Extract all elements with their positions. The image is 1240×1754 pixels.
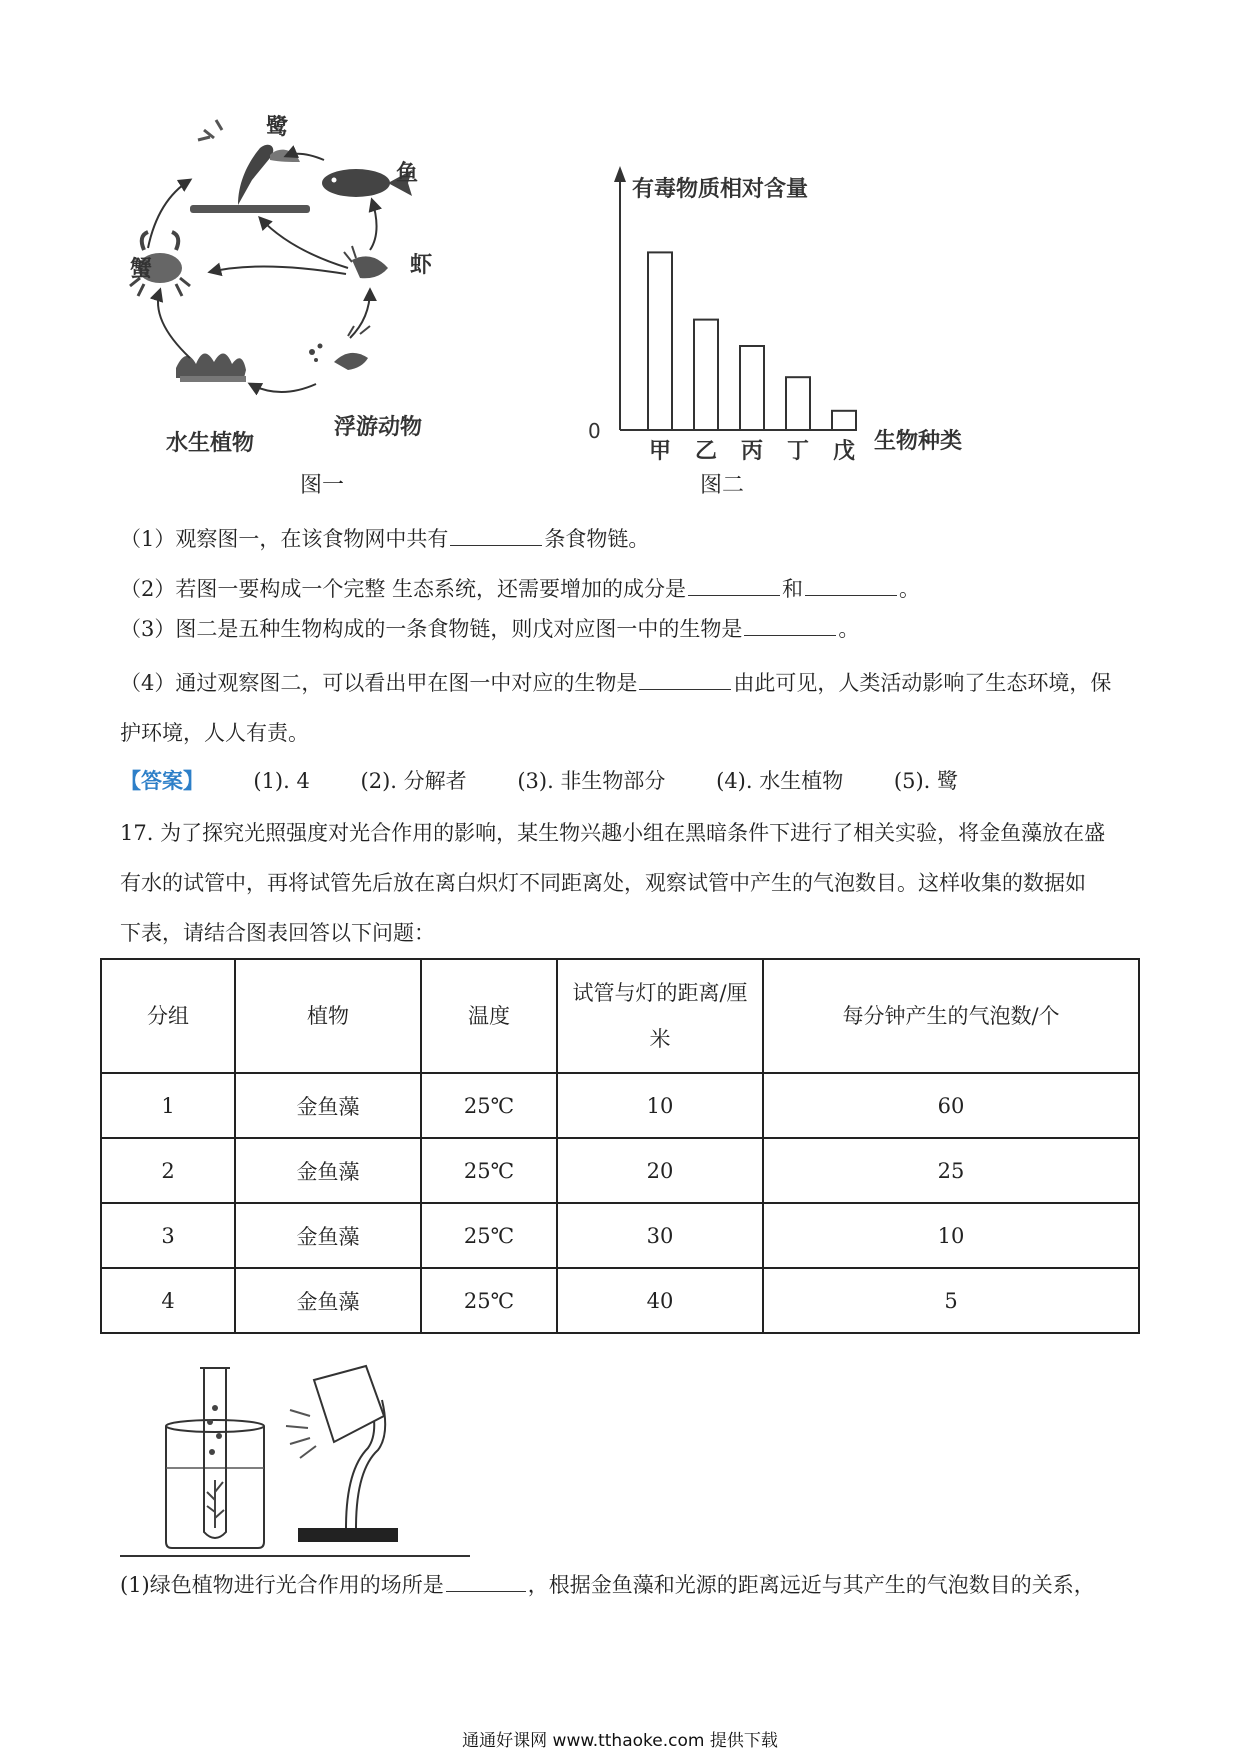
egret-drawing — [190, 120, 310, 213]
x-axis-label: 生物种类 — [874, 429, 963, 454]
bar-3 — [740, 346, 764, 430]
cell-bubbles: 60 — [763, 1073, 1139, 1138]
q17-sub1-text: (1)绿色植物进行光合作用的场所是 — [120, 1573, 444, 1597]
table-row — [101, 1138, 1139, 1203]
label-shrimp: 虾 — [410, 253, 433, 278]
header-distance: 试管与灯的距离/厘米 — [557, 959, 763, 1073]
header-temperature: 温度 — [421, 959, 557, 1073]
aquatic-plant-drawing — [176, 353, 246, 382]
cell-distance: 20 — [557, 1138, 763, 1203]
cell-bubbles: 5 — [763, 1268, 1139, 1333]
answer-blank-17-1[interactable] — [446, 1571, 526, 1592]
y-axis-label: 有毒物质相对含量 — [632, 177, 809, 202]
cell-plant: 金鱼藻 — [235, 1268, 421, 1333]
plankton-drawing — [309, 326, 370, 370]
bar-4 — [786, 377, 810, 430]
answer-item-3: (3). 非生物部分 — [517, 769, 666, 793]
answer-line — [120, 766, 1002, 796]
cell-bubbles: 25 — [763, 1138, 1139, 1203]
experiment-table — [100, 958, 1140, 1334]
food-web-figure — [120, 100, 500, 500]
cell-plant: 金鱼藻 — [235, 1203, 421, 1268]
figure1-caption: 图一 — [300, 473, 345, 498]
table-row — [101, 1203, 1139, 1268]
question-3 — [120, 614, 859, 644]
light-rays-drawing — [286, 1410, 316, 1458]
question-1 — [120, 524, 649, 554]
label-fish: 鱼 — [396, 161, 419, 186]
question-3-end: 。 — [838, 617, 860, 641]
answer-item-5: (5). 鹭 — [893, 769, 959, 793]
cell-temperature: 25℃ — [421, 1203, 557, 1268]
header-group: 分组 — [101, 959, 235, 1073]
answer-blank-2a[interactable] — [688, 575, 780, 596]
experiment-apparatus-figure — [120, 1360, 480, 1560]
answer-item-2: (2). 分解者 — [360, 769, 467, 793]
question-1-text: （1）观察图一，在该食物网中共有 — [120, 527, 449, 551]
answer-item-1: (1). 4 — [253, 769, 310, 793]
bar-1 — [648, 252, 672, 430]
cell-temperature: 25℃ — [421, 1073, 557, 1138]
label-aquatic-plants: 水生植物 — [166, 431, 255, 456]
answer-blank-3[interactable] — [744, 615, 836, 636]
table-row — [101, 1073, 1139, 1138]
label-crab: 蟹 — [130, 257, 153, 282]
cell-distance: 40 — [557, 1268, 763, 1333]
shrimp-drawing — [344, 246, 388, 278]
answer-blank-1[interactable] — [450, 525, 542, 546]
toxin-bar-chart — [580, 160, 1020, 470]
cell-distance: 10 — [557, 1073, 763, 1138]
figure2-caption: 图二 — [700, 473, 745, 498]
bar-5 — [832, 411, 856, 430]
answer-tag: 【答案】 — [120, 768, 204, 793]
header-bubbles: 每分钟产生的气泡数/个 — [763, 959, 1139, 1073]
question-4 — [120, 668, 1111, 698]
cell-temperature: 25℃ — [421, 1268, 557, 1333]
page-footer: 通通好课网 www.tthaoke.com 提供下载 — [462, 1731, 778, 1751]
q17-line-1: 17. 为了探究光照强度对光合作用的影响，某生物兴趣小组在黑暗条件下进行了相关实验，将金鱼藻放在盛 — [120, 821, 1106, 845]
question-2-end: 。 — [899, 577, 921, 601]
cell-plant: 金鱼藻 — [235, 1138, 421, 1203]
label-plankton: 浮游动物 — [334, 415, 423, 440]
cell-group: 1 — [101, 1073, 235, 1138]
cell-distance: 30 — [557, 1203, 763, 1268]
waterweed-drawing — [207, 1480, 224, 1528]
question-2-mid: 和 — [782, 577, 804, 601]
table-header-row — [101, 959, 1139, 1073]
y-axis-arrow — [614, 166, 626, 182]
table-row — [101, 1268, 1139, 1333]
bar-2 — [694, 320, 718, 430]
x-tick-label-3: 丙 — [740, 439, 764, 464]
x-tick-label-1: 甲 — [648, 439, 672, 464]
question-4-text: （4）通过观察图二，可以看出甲在图一中对应的生物是 — [120, 671, 638, 695]
cell-group: 3 — [101, 1203, 235, 1268]
question-4-line2: 护环境，人人有责。 — [120, 721, 309, 745]
cell-group: 2 — [101, 1138, 235, 1203]
cell-group: 4 — [101, 1268, 235, 1333]
label-egret: 鹭 — [266, 115, 289, 140]
x-tick-label-2: 乙 — [694, 439, 718, 464]
lamp-base-drawing — [298, 1528, 398, 1542]
cell-temperature: 25℃ — [421, 1138, 557, 1203]
q17-line-2: 有水的试管中，再将试管先后放在离白炽灯不同距离处，观察试管中产生的气泡数目。这样收集的数据如 — [120, 871, 1086, 895]
question-1-end: 条食物链。 — [544, 527, 650, 551]
x-tick-label-4: 丁 — [786, 439, 810, 464]
q17-sub1-text-cont: ，根据金鱼藻和光源的距离远近与其产生的气泡数目的关系， — [527, 1573, 1095, 1597]
answer-blank-2b[interactable] — [805, 575, 897, 596]
cell-bubbles: 10 — [763, 1203, 1139, 1268]
question-2 — [120, 574, 920, 604]
answer-blank-4[interactable] — [639, 669, 731, 690]
answer-item-4: (4). 水生植物 — [716, 769, 844, 793]
origin-label: 0 — [588, 419, 601, 443]
question-3-text: （3）图二是五种生物构成的一条食物链，则戊对应图一中的生物是 — [120, 617, 743, 641]
q17-line-3: 下表，请结合图表回答以下问题： — [120, 921, 435, 945]
question-4-text-cont: 由此可见，人类活动影响了生态环境，保 — [733, 671, 1112, 695]
q17-sub-question-1 — [120, 1570, 1095, 1600]
cell-plant: 金鱼藻 — [235, 1073, 421, 1138]
question-2-text: （2）若图一要构成一个完整 生态系统，还需要增加的成分是 — [120, 577, 687, 601]
header-plant: 植物 — [235, 959, 421, 1073]
x-tick-label-5: 戊 — [832, 439, 856, 464]
